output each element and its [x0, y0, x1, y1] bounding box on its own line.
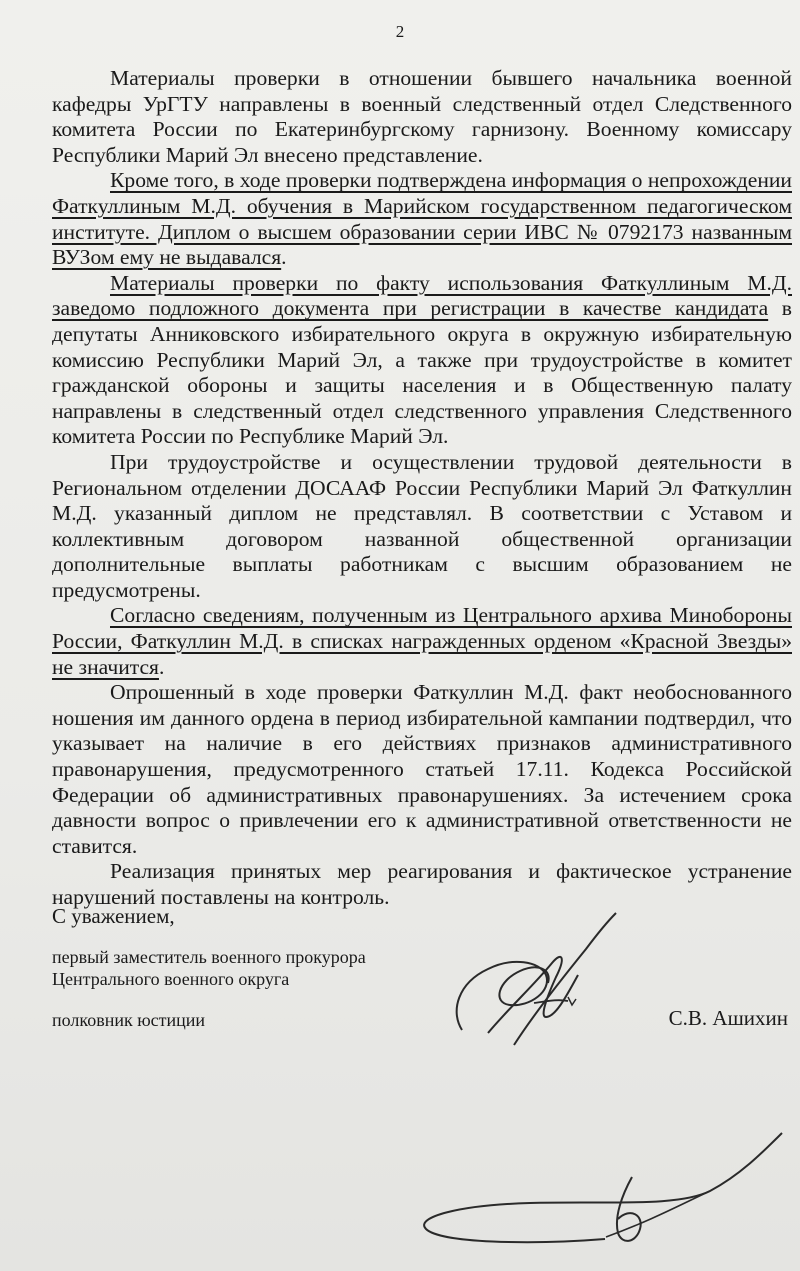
page-number: 2 — [395, 22, 405, 41]
signatory-position-line1: первый заместитель военного прокурора — [52, 947, 366, 967]
paragraph — [52, 603, 792, 680]
underlined-text: Материалы проверки по факту использования Фаткуллиным М.Д. заведомо подложного документа при регистрации в качестве кандидата — [52, 270, 792, 321]
paragraph — [52, 859, 792, 910]
text-run: в депутаты Анниковского избирательного округа в окружную избирательную комиссию Республики Марий Эл, а также при трудоустройстве в комитет гражданской обороны и защиты населения и в Общественную палату направлены в следственный отдел следственного управления Следственного комитета России по Республике Марий Эл. — [52, 296, 792, 449]
paragraph — [52, 271, 792, 450]
underlined-text: Согласно сведениям, полученным из Центрального архива Минобороны России, Фаткуллин М.Д. в списках награжденных орденом «Красной Звезды» не значится — [52, 603, 792, 679]
signatory-rank: полковник юстиции — [52, 1010, 206, 1030]
closing-salutation: С уважением, — [52, 904, 175, 928]
paragraph — [52, 450, 792, 604]
signatory-position-line2: Центрального военного округа — [52, 969, 290, 989]
document-body — [52, 66, 792, 911]
paragraph — [52, 680, 792, 859]
handwritten-signature — [448, 905, 628, 1055]
paragraph — [52, 168, 792, 270]
signatory-position — [52, 946, 366, 990]
handwritten-mark — [410, 1125, 795, 1271]
signatory-name: С.В. Ашихин — [668, 1006, 788, 1030]
text-run: . — [281, 245, 287, 270]
underlined-text: Кроме того, в ходе проверки подтверждена информация о непрохождении Фаткуллиным М.Д. обучения в Марийском государственном педагогическом институте. Диплом о высшем образовании серии ИВС № 0792173 названным ВУЗом ему не выдавался — [52, 168, 792, 270]
text-run: . — [158, 654, 165, 679]
text-run: Реализация принятых мер реагирования и фактическое устранение нарушений поставлены на контроль. — [52, 859, 792, 909]
text-run: Опрошенный в ходе проверки Фаткуллин М.Д. факт необоснованного ношения им данного ордена в период избирательной кампании подтвердил, что указывает на наличие в его действиях признаков административного правонарушения, предусмотренного статьей 17.11. Кодекса Российской Федерации об административных правонарушениях. За истечением срока давности вопрос о привлечении его к административной ответственности не ставится. — [52, 680, 792, 858]
paragraph — [52, 66, 792, 168]
text-run: При трудоустройстве и осуществлении трудовой деятельности в Региональном отделении ДОСААФ России Республики Марий Эл Фаткуллин М.Д. указанный диплом не представлял. В соответствии с Уставом и коллективным договором названной общественной организации дополнительные выплаты работникам с высшим образованием не предусмотрены. — [52, 449, 792, 602]
text-run: Материалы проверки в отношении бывшего начальника военной кафедры УрГТУ направлены в военный следственный отдел Следственного комитета России по Екатеринбургскому гарнизону. Военному комиссару Республики Марий Эл внесено представление. — [52, 66, 792, 167]
